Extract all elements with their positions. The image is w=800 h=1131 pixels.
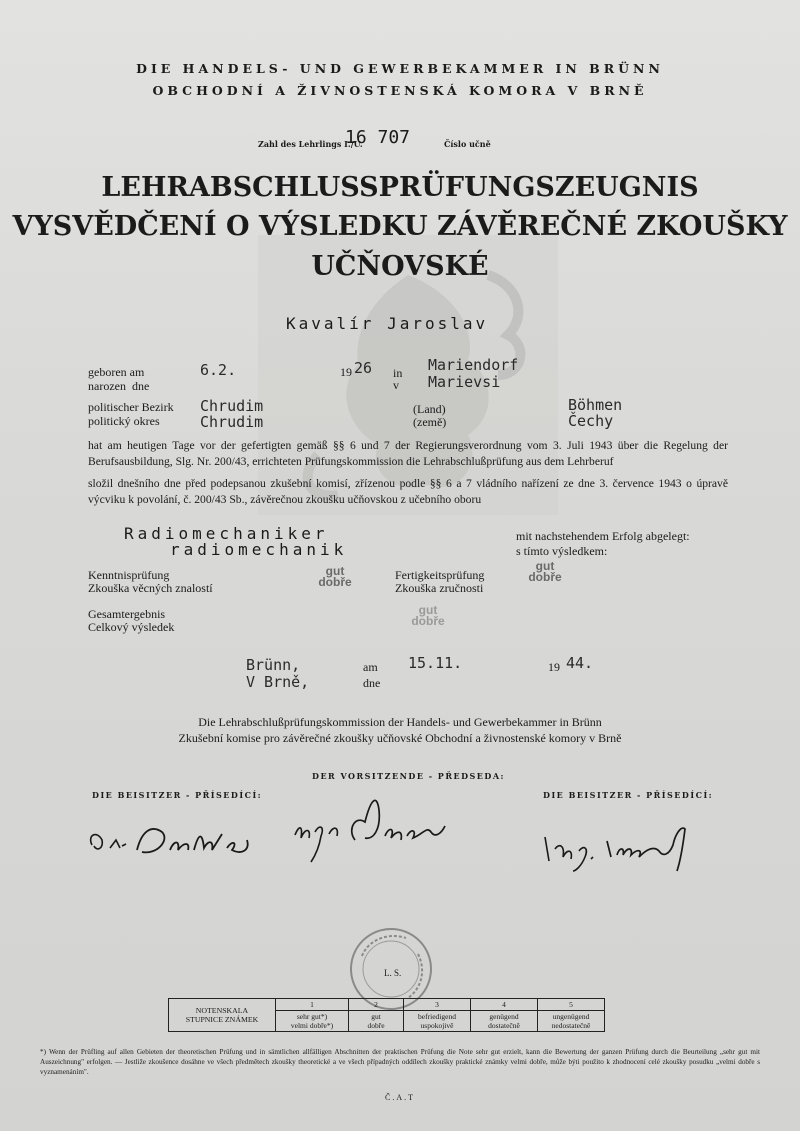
birth-year-prefix: 19 <box>340 365 352 379</box>
grade-cell-2 <box>349 1011 404 1032</box>
born-label-czech: narozen <box>88 379 126 393</box>
grade-1-german: sehr gut*) <box>296 1012 328 1021</box>
seal-ls: L. S. <box>384 968 402 978</box>
grade-num-1: 1 <box>276 999 349 1011</box>
assessor-left-label: DIE BEISITZER - PŘÍSEDÍCÍ: <box>92 790 263 800</box>
trade-german: Radiomechaniker <box>124 524 329 543</box>
land-czech: Čechy <box>568 412 614 430</box>
place-german: Brünn, <box>246 656 301 674</box>
skill-grade-czech: dobře <box>528 570 562 584</box>
land-german: Böhmen <box>568 396 623 414</box>
commission-czech: Zkušební komise pro závěrečné zkoušky učňovské Obchodní a živnostenské komory v Brně <box>178 731 622 745</box>
commission-german: Die Lehrabschlußprüfungskommission der Handels- und Gewerbekammer in Brünn <box>198 715 602 729</box>
overall-grade-stamp <box>403 605 453 627</box>
serial-number: 16 707 <box>345 127 411 148</box>
am-label: am <box>363 660 378 674</box>
birth-year-suffix: 26 <box>354 359 373 377</box>
grade-5-german: ungenügend <box>552 1012 590 1021</box>
chair-label: DER VORSITZENDE - PŘEDSEDA: <box>312 771 505 781</box>
born-label-german: geboren am <box>88 365 145 379</box>
grade-1-czech: velmi dobře*) <box>290 1021 334 1030</box>
skill-label-german: Fertigkeitsprüfung <box>395 568 485 582</box>
signature-chair <box>285 790 465 870</box>
issue-date: 15.11. <box>408 654 463 672</box>
grade-2-german: gut <box>371 1012 381 1021</box>
chamber-name-german: DIE HANDELS- UND GEWERBEKAMMER IN BRÜNN <box>136 61 664 76</box>
district-label-german: politischer Bezirk <box>88 400 174 414</box>
grade-cell-4 <box>471 1011 538 1032</box>
chamber-name-czech: OBCHODNÍ A ŽIVNOSTENSKÁ KOMORA V BRNĚ <box>152 83 648 98</box>
knowledge-grade-czech: dobře <box>318 575 352 589</box>
signature-assessor-left <box>82 810 272 870</box>
serial-label-czech: Číslo učně <box>444 139 491 149</box>
overall-label-czech: Celkový výsledek <box>88 620 175 634</box>
result-label-czech: s tímto výsledkem: <box>516 544 608 558</box>
issue-year-suffix: 44. <box>566 654 594 672</box>
birthplace-czech: Marievsi <box>428 373 501 391</box>
grade-cell-5 <box>538 1011 605 1032</box>
paragraph-czech: složil dnešního dne před podepsanou zkušební komisí, zřízenou podle §§ 6 a 7 vládního nařízení ze dne 3. července 1943 o úpravě výcviku k povolání, č. 200/43 Sb., závěrečnou zkoušku učňovskou z učebního oboru <box>88 477 728 506</box>
v-label: v <box>393 378 399 392</box>
born-label-czech-dne: dne <box>132 379 150 393</box>
grade-scale-table <box>168 998 605 1032</box>
printer-mark: Č.A.T <box>385 1093 415 1102</box>
signature-assessor-right <box>535 815 725 875</box>
knowledge-label-german: Kenntnisprüfung <box>88 568 170 582</box>
grade-cell-1 <box>276 1011 349 1032</box>
title-czech-line1: VYSVĚDČENÍ O VÝSLEDKU ZÁVĚREČNÉ ZKOUŠKY <box>12 211 788 242</box>
grade-num-5: 5 <box>538 999 605 1011</box>
overall-label-german: Gesamtergebnis <box>88 607 166 621</box>
grade-num-2: 2 <box>349 999 404 1011</box>
grade-cell-3 <box>404 1011 471 1032</box>
land-label-czech: (země) <box>413 415 447 429</box>
district-label-czech: politický okres <box>88 414 160 428</box>
overall-grade-czech: dobře <box>411 614 445 628</box>
serial-label-german: Zahl des Lehrlings I./U. <box>258 139 363 149</box>
grade-scale-title-czech: STUPNICE ZNÁMEK <box>185 1015 259 1024</box>
grade-scale-title-german: NOTENSKALA <box>195 1006 249 1015</box>
grade-num-3: 3 <box>404 999 471 1011</box>
skill-grade-german: gut <box>535 559 555 573</box>
dne-label: dne <box>363 676 381 690</box>
grade-3-german: befriedigend <box>418 1012 456 1021</box>
issue-year-prefix: 19 <box>548 660 560 674</box>
birth-date: 6.2. <box>200 361 237 379</box>
trade-czech: radiomechanik <box>170 540 348 559</box>
place-czech: V Brně, <box>246 673 310 691</box>
birthplace-german: Mariendorf <box>428 356 519 374</box>
district-german: Chrudim <box>200 397 264 415</box>
title-german: LEHRABSCHLUSSPRÜFUNGSZEUGNIS <box>101 172 699 203</box>
title-czech-line2: UČŇOVSKÉ <box>311 251 489 282</box>
footnote: *) Wenn der Prüfling auf allen Gebieten der theoretischen Prüfung und in sämtlichen allfälligen Abschnitten der praktischen Prüfung die Note sehr gut erzielt, kann die Bewertung der ganzen Prüfung durch die Beurteilung „sehr gut mit Auszeichnung" erfolgen. — Jestliže zkoušence dosáhne ve všech předmětech zkoušky theoretické a ve všech případných oddílech zkoušky praktické známky velmi dobře, může býti použito k zhodnocení celé zkoušky posudku „velmi dobře s vyznamenáním". <box>40 1048 760 1076</box>
district-czech: Chrudim <box>200 413 264 431</box>
knowledge-grade-stamp <box>310 566 360 588</box>
in-label: in <box>393 366 403 380</box>
skill-grade-stamp <box>520 561 570 583</box>
assessor-right-label: DIE BEISITZER - PŘÍSEDÍCÍ: <box>543 790 714 800</box>
overall-grade-german: gut <box>418 603 438 617</box>
paragraph-german: hat am heutigen Tage vor der gefertigten gemäß §§ 6 und 7 der Regierungsverordnung vom 3. Juli 1943 über die Regelung der Berufsausbildung, Slg. Nr. 200/43, errichteten Prüfungskommission die Lehrabschlußprüfung aus dem Lehrberuf <box>88 439 728 468</box>
result-label-german: mit nachstehendem Erfolg abgelegt: <box>516 529 690 543</box>
grade-4-german: genügend <box>489 1012 519 1021</box>
grade-5-czech: nedostatečně <box>551 1021 591 1030</box>
knowledge-label-czech: Zkouška věcných znalostí <box>88 581 213 595</box>
grade-3-czech: uspokojivě <box>420 1021 454 1030</box>
land-label-german: (Land) <box>413 402 446 416</box>
apprentice-name: Kavalír Jaroslav <box>286 314 489 333</box>
skill-label-czech: Zkouška zručnosti <box>395 581 484 595</box>
grade-num-4: 4 <box>471 999 538 1011</box>
grade-4-czech: dostatečně <box>488 1021 520 1030</box>
grade-2-czech: dobře <box>367 1021 385 1030</box>
grade-scale-title <box>169 999 276 1032</box>
knowledge-grade-german: gut <box>325 564 345 578</box>
